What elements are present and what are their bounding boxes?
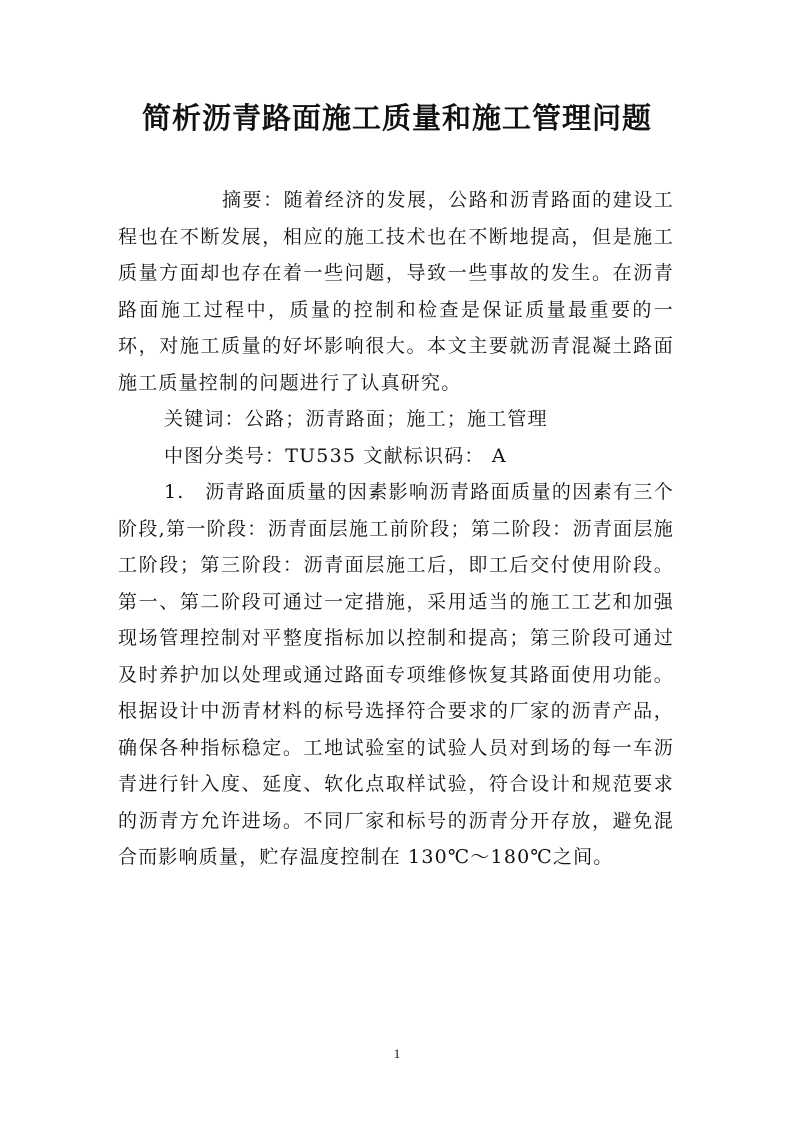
page-number: 1 bbox=[393, 1046, 401, 1061]
document-title: 简析沥青路面施工质量和施工管理问题 bbox=[141, 101, 652, 135]
classification-line: 中图分类号：TU535 文献标识码： A bbox=[164, 444, 507, 467]
section-1-paragraph: 1. 沥青路面质量的因素影响沥青路面质量的因素有三个阶段,第一阶段：沥青面层施工前阶段；第二阶段：沥青面层施工阶段；第三阶段：沥青面层施工后，即工后交付使用阶段。第一、第二阶段可通过一定措施，采用适当的施工工艺和加强现场管理控制对平整度指标加以控制和提高；第三阶段可通过及时养护加以处理或通过路面专项维修恢复其路面使用功能。 根据设计中沥青材料的标号选择符合要求的厂家的沥青产品，确保各种指标稳定。工地试验室的试验人员对到场的每一车沥青进行针入度、延度、软化点取样试验，符合设计和规范要求的沥青方允许进场。不同厂家和标号的沥青分开存放，避免混合而影响质量，贮存温度控制在 130℃～180℃之间。 bbox=[118, 481, 674, 868]
keywords-line: 关键词：公路；沥青路面；施工；施工管理 bbox=[164, 408, 548, 430]
document-body bbox=[118, 182, 674, 876]
abstract-paragraph: 摘要：随着经济的发展，公路和沥青路面的建设工程也在不断发展，相应的施工技术也在不断地提高，但是施工质量方面却也存在着一些问题，导致一些事故的发生。在沥青路面施工过程中，质量的控制和检查是保证质量最重要的一环，对施工质量的好坏影响很大。本文主要就沥青混凝土路面施工质量控制的问题进行了认真研究。 bbox=[118, 189, 674, 394]
